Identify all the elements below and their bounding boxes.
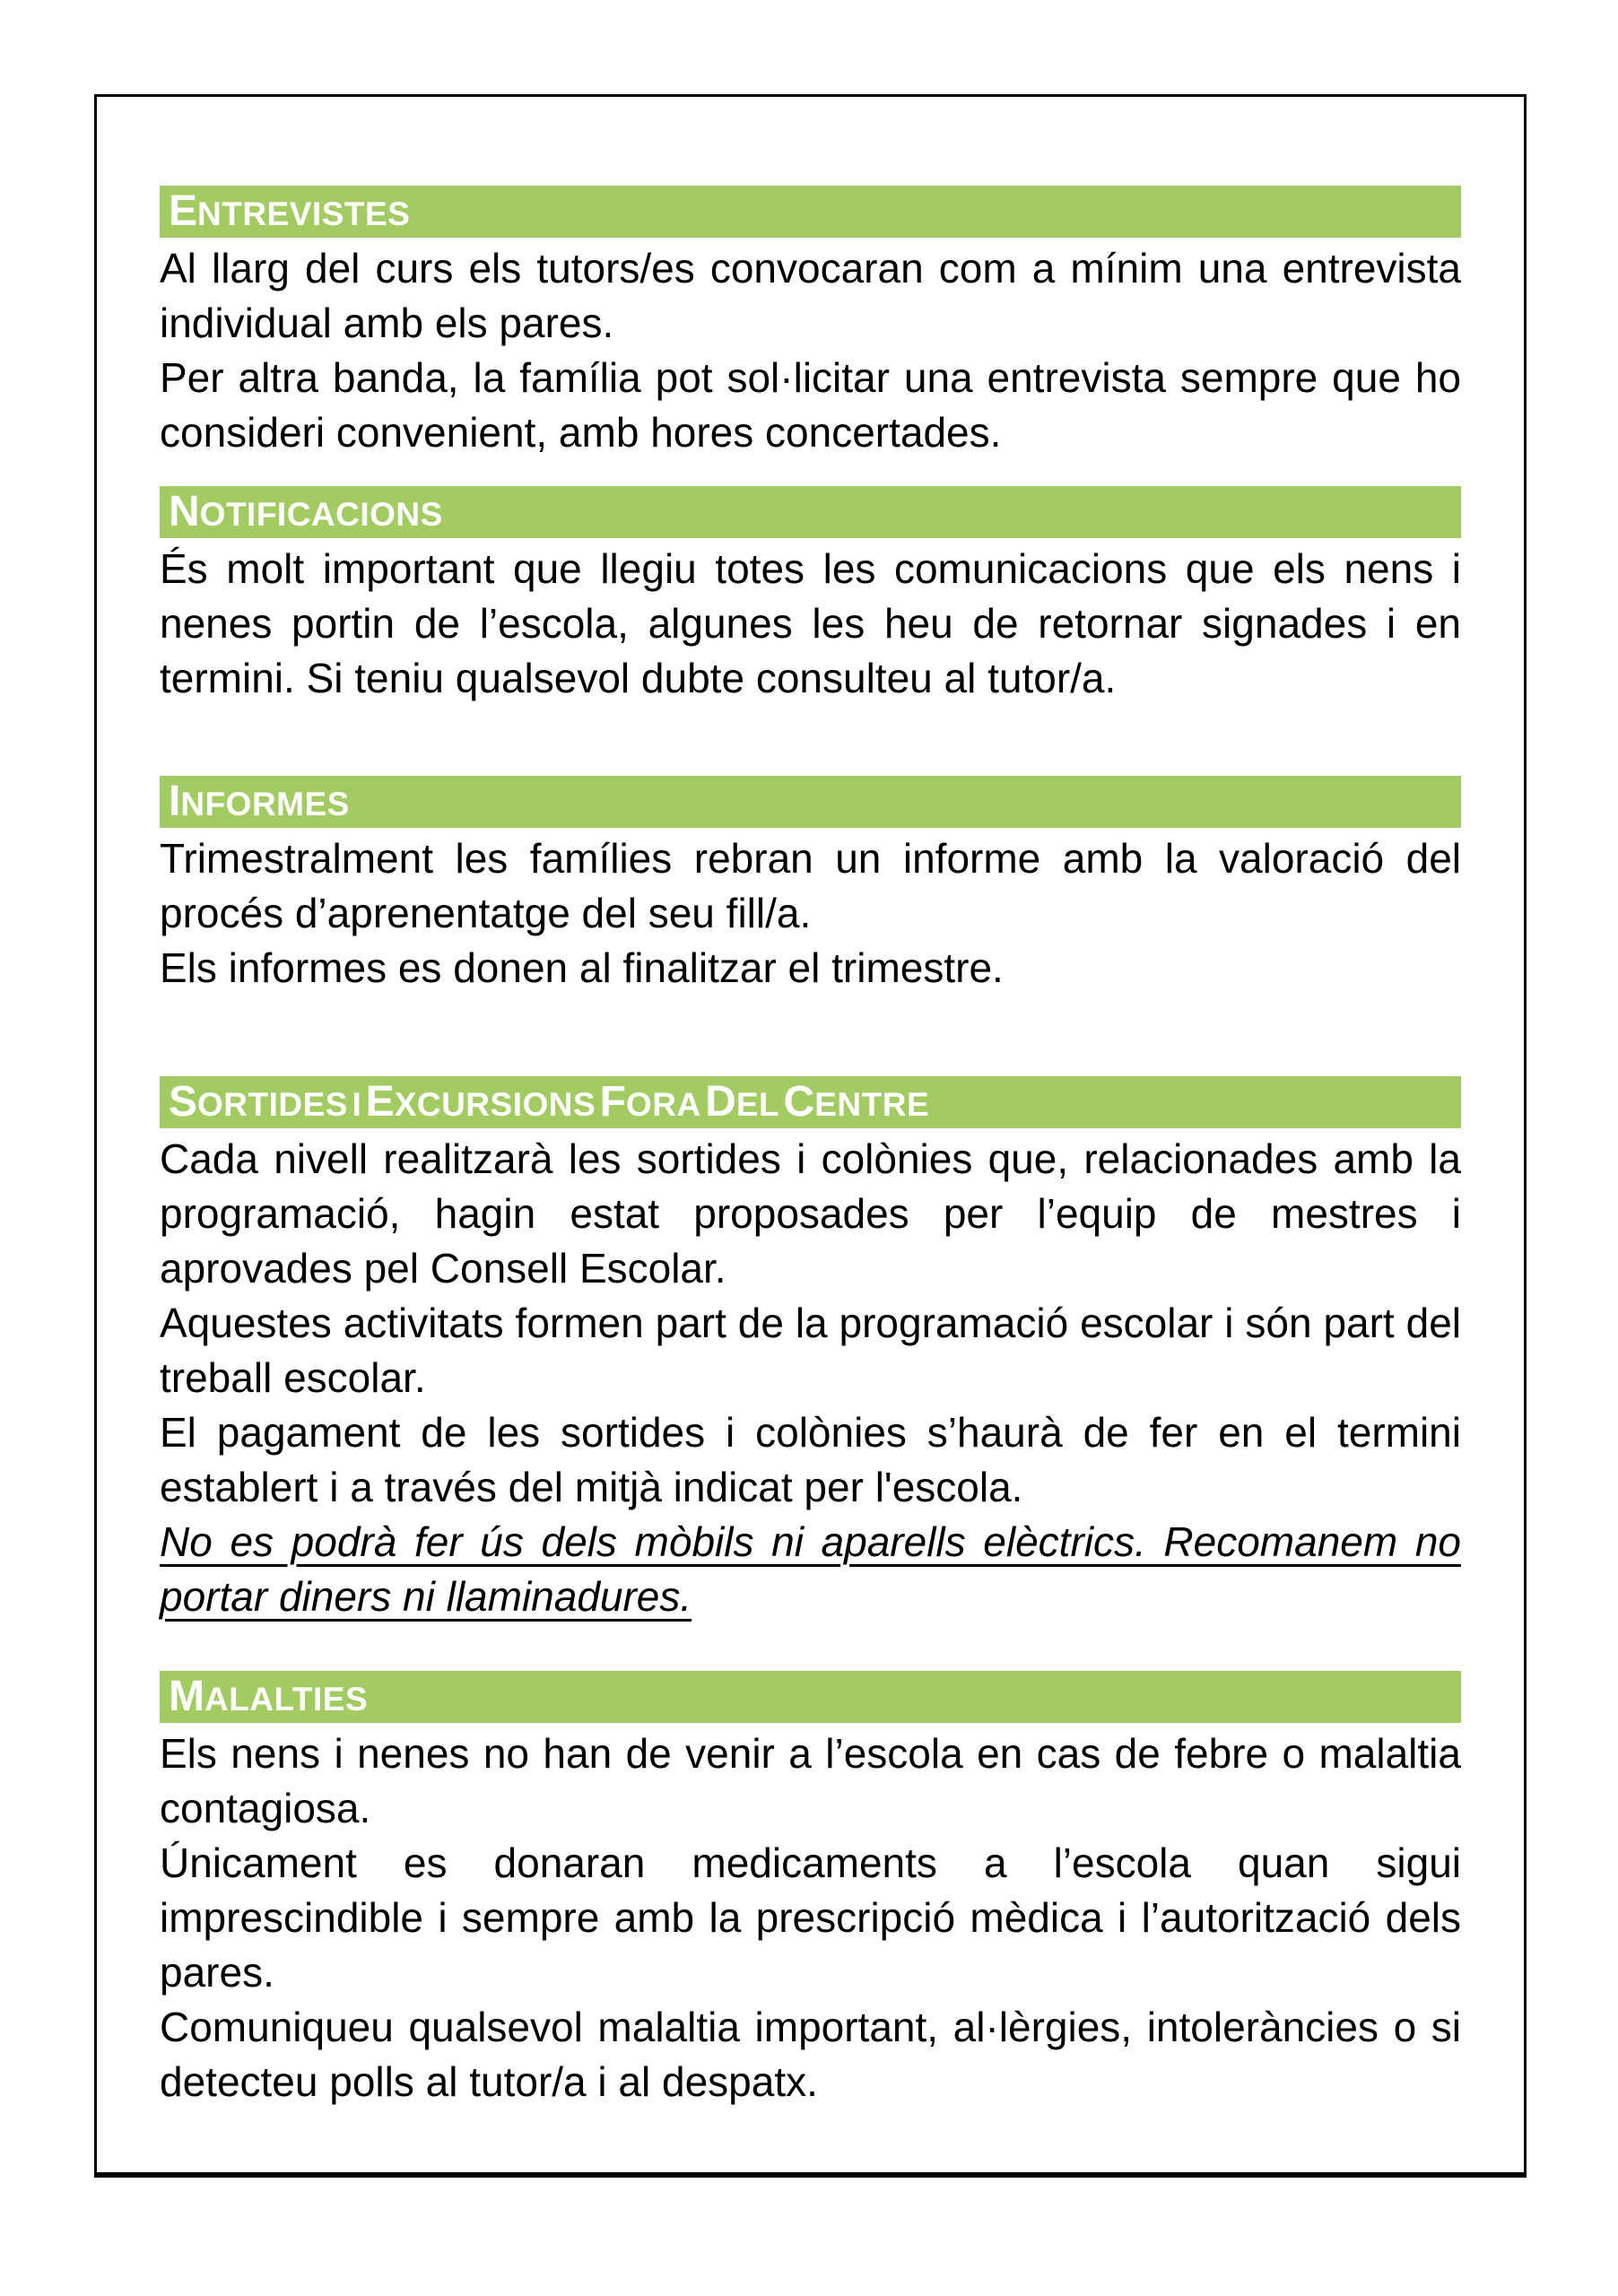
paragraph: Cada nivell realitzarà les sortides i colònies que, relacionades amb la programació, hagin estat proposades per l’equip de mestres i aprovades pel Consell Escolar. xyxy=(160,1135,1461,1292)
sections-container xyxy=(160,186,1461,2109)
paragraph: Per altra banda, la família pot sol·licitar una entrevista sempre que ho consideri convenient, amb hores concertades. xyxy=(160,354,1461,456)
paragraph: És molt important que llegiu totes les comunicacions que els nens i nenes portin de l’escola, algunes les heu de retornar signades i en termini. Si teniu qualsevol dubte consulteu al tutor/a. xyxy=(160,545,1461,701)
section-body xyxy=(160,542,1461,706)
section-informes xyxy=(160,776,1461,996)
section-header-bar xyxy=(160,486,1461,538)
section-title: INFORMES xyxy=(169,778,350,825)
section-header-bar xyxy=(160,1076,1461,1128)
document-frame xyxy=(94,94,1527,2178)
paragraph: Al llarg del curs els tutors/es convocaran com a mínim una entrevista individual amb els pares. xyxy=(160,245,1461,346)
paragraph: Trimestralment les famílies rebran un informe amb la valoració del procés d’aprenentatge del seu fill/a. xyxy=(160,835,1461,936)
section-title: SORTIDES I EXCURSIONS FORA DEL CENTRE xyxy=(169,1078,930,1126)
paragraph: El pagament de les sortides i colònies s’haurà de fer en el termini establert i a través del mitjà indicat per l'escola. xyxy=(160,1409,1461,1510)
section-notificacions xyxy=(160,486,1461,706)
paragraph: Els nens i nenes no han de venir a l’escola en cas de febre o malaltia contagiosa. xyxy=(160,1730,1461,1831)
section-malalties xyxy=(160,1671,1461,2109)
section-sortides-i-excursions xyxy=(160,1076,1461,1624)
section-header-bar xyxy=(160,776,1461,828)
paragraph: Els informes es donen al finalitzar el trimestre. xyxy=(160,944,1004,991)
section-body xyxy=(160,831,1461,996)
section-title: MALALTIES xyxy=(169,1673,369,1720)
paragraph-emphasis: No es podrà fer ús dels mòbils ni aparells elèctrics. Recomanem no portar diners ni llaminadures. xyxy=(160,1518,1461,1620)
paragraph: Únicament es donaran medicaments a l’escola quan sigui imprescindible i sempre amb la prescripció mèdica i l’autorització dels pares. xyxy=(160,1839,1461,1996)
paragraph: Aquestes activitats formen part de la programació escolar i són part del treball escolar. xyxy=(160,1300,1461,1401)
section-body xyxy=(160,241,1461,460)
section-title: NOTIFICACIONS xyxy=(169,488,443,535)
section-body xyxy=(160,1132,1461,1624)
section-entrevistes xyxy=(160,186,1461,460)
section-header-bar xyxy=(160,1671,1461,1723)
section-body xyxy=(160,1726,1461,2109)
section-title: ENTREVISTES xyxy=(169,187,411,235)
paragraph: Comuniqueu qualsevol malaltia important, al·lèrgies, intoleràncies o si detecteu polls al tutor/a i al despatx. xyxy=(160,2004,1461,2105)
section-header-bar xyxy=(160,186,1461,238)
